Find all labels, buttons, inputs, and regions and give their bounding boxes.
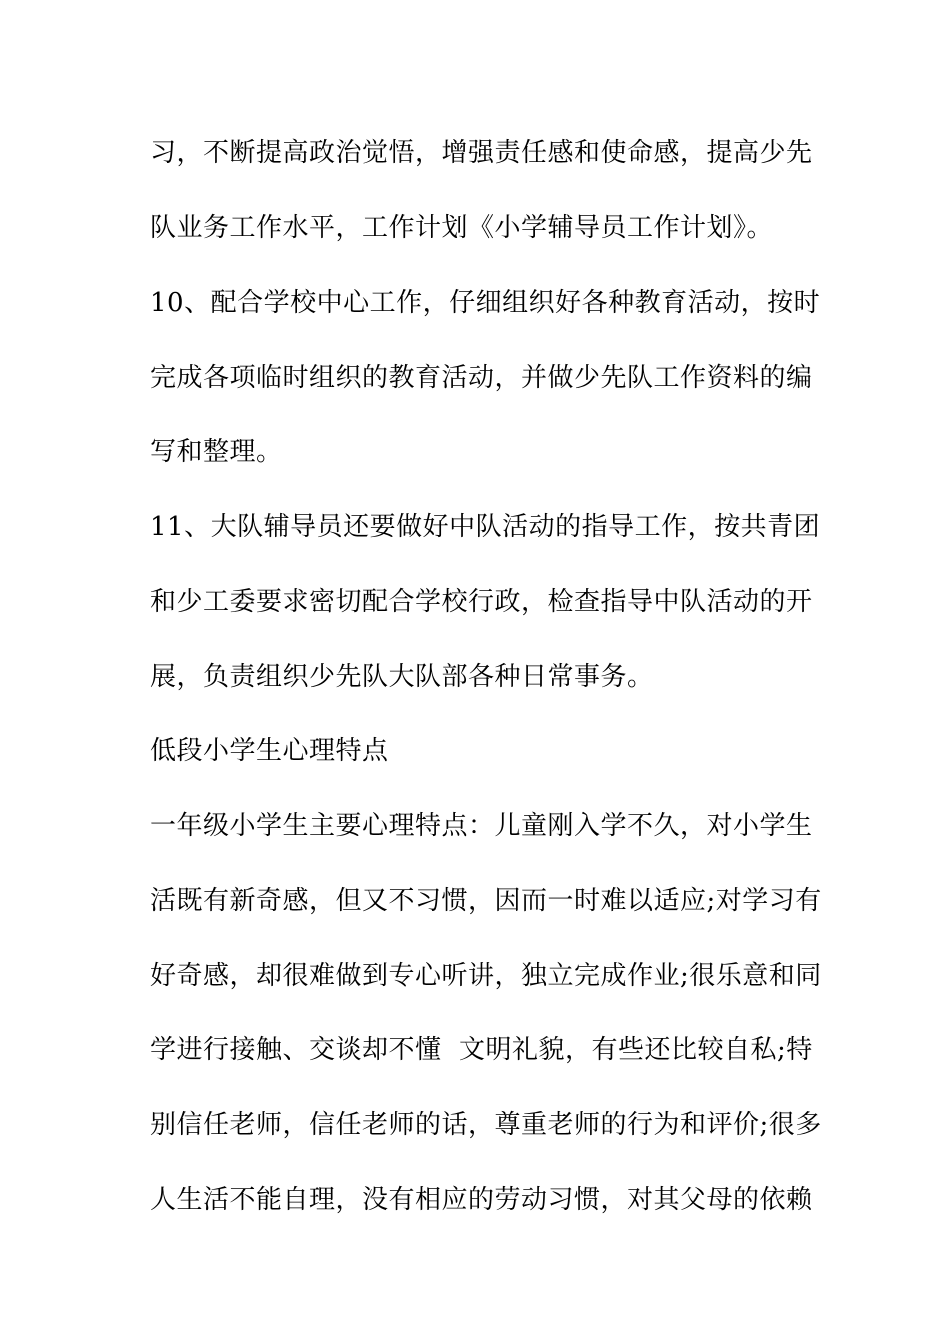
text-line: 队业务工作水平，工作计划《小学辅导员工作计划》。 — [150, 213, 774, 243]
text-line: 写和整理。 — [150, 437, 283, 467]
text-line: 一年级小学生主要心理特点：儿童刚入学不久，对小学生 — [150, 811, 813, 841]
text-line: 习，不断提高政治觉悟，增强责任感和使命感，提高少先 — [150, 138, 813, 168]
text-line: 完成各项临时组织的教育活动，并做少先队工作资料的编 — [150, 363, 813, 393]
text-line: 好奇感，却很难做到专心听讲，独立完成作业;很乐意和同 — [150, 961, 822, 991]
text-line: 学进行接触、交谈却不懂 文明礼貌，有些还比较自私;特 — [150, 1035, 813, 1065]
text-line: 和少工委要求密切配合学校行政，检查指导中队活动的开 — [150, 587, 813, 617]
text-line: 11、大队辅导员还要做好中队活动的指导工作，按共青团 — [150, 512, 821, 542]
text-line: 别信任老师，信任老师的话，尊重老师的行为和评价;很多 — [150, 1110, 822, 1140]
section-heading: 低段小学生心理特点 — [150, 736, 389, 766]
text-line: 10、配合学校中心工作，仔细组织好各种教育活动，按时 — [150, 288, 821, 318]
text-line: 人生活不能自理，没有相应的劳动习惯，对其父母的依赖 — [150, 1185, 813, 1215]
text-line: 活既有新奇感，但又不习惯，因而一时难以适应;对学习有 — [150, 886, 822, 916]
text-line: 展，负责组织少先队大队部各种日常事务。 — [150, 662, 654, 692]
